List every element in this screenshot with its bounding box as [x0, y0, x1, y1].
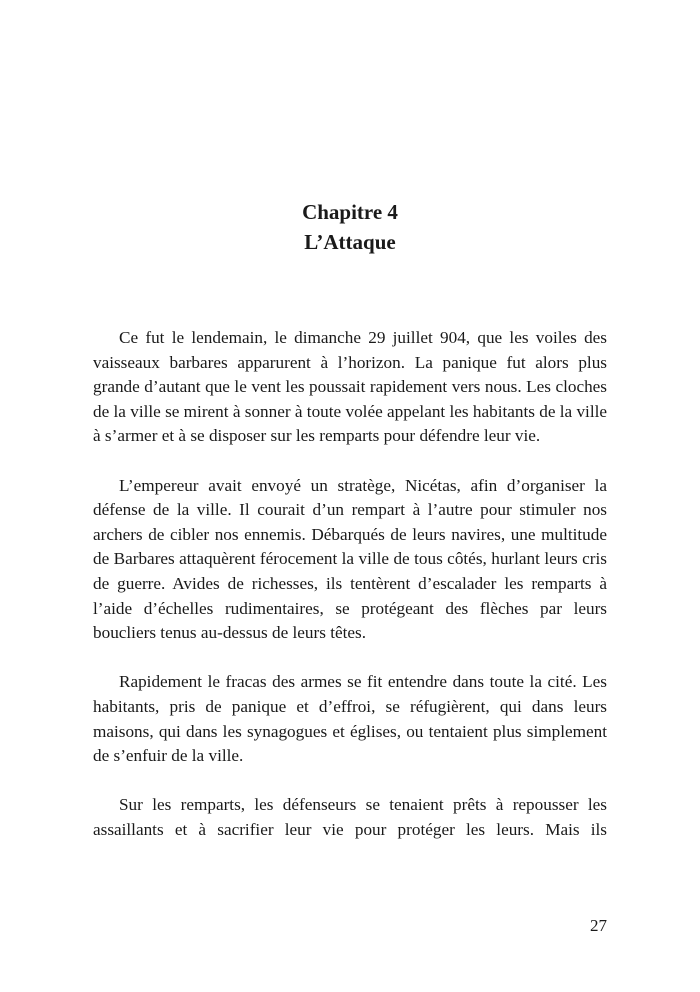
- chapter-number: Chapitre 4: [302, 200, 398, 224]
- chapter-body: [93, 326, 607, 867]
- paragraph-4: Sur les remparts, les défenseurs se tenaient prêts à repousser les assaillants et à sacrifier leur vie pour protéger les leurs. Mais ils: [93, 795, 607, 839]
- page-number: 27: [590, 916, 607, 935]
- chapter-title: L’Attaque: [304, 230, 396, 254]
- paragraph-1: Ce fut le lendemain, le dimanche 29 juillet 904, que les voiles des vaisseaux barbares apparurent à l’horizon. La panique fut alors plus grande d’autant que le vent les poussait rapidement vers nous. Les cloches de la ville se mirent à sonner à toute volée appelant les habitants de la ville à s’armer et à se disposer sur les remparts pour défendre leur vie.: [93, 328, 608, 446]
- paragraph-3: Rapidement le fracas des armes se fit entendre dans toute la cité. Les habitants, pris de panique et d’effroi, se réfugièrent, qui dans leurs maisons, qui dans les synagogues et églises, ou tentaient plus simplement de s’enfuir de la ville.: [93, 672, 607, 766]
- paragraph-2: L’empereur avait envoyé un stratège, Nicétas, afin d’organiser la défense de la ville. Il courait d’un rempart à l’autre pour stimuler nos archers de cibler nos ennemis. Débarqués de leurs navires, une multitude de Barbares attaquèrent férocement la ville de tous côtés, hurlant leurs cris de guerre. Avides de richesses, ils tentèrent d’escalader les remparts à l’aide d’échelles rudimentaires, se protégeant des flèches par leurs boucliers tenus au-dessus de leurs têtes.: [93, 475, 607, 643]
- chapter-heading: [0, 197, 700, 257]
